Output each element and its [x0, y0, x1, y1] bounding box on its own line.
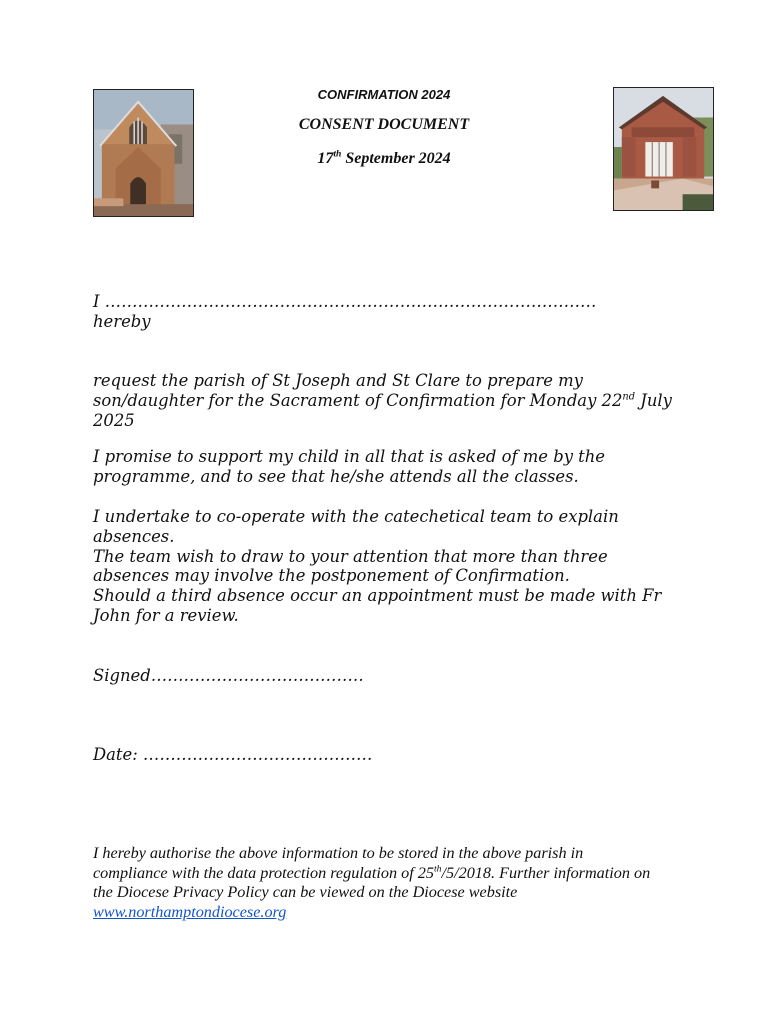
modern-church-image — [614, 88, 713, 210]
undertake-line-1: I undertake to co-operate with the catechetical team to explain absences. — [93, 507, 619, 546]
undertake-paragraph — [93, 507, 683, 626]
request-text: request the parish of St Joseph and St Clare to prepare my son/daughter for the Sacrament of Confirmation for Monday 22 — [93, 371, 623, 410]
hereby-text: hereby — [93, 312, 151, 331]
notice-text-1: I hereby authorise the above information to be stored in the above parish in compliance with the data protection regulation of 25 — [93, 844, 584, 882]
diocese-website-link[interactable]: www.northamptondiocese.org — [93, 902, 287, 921]
request-paragraph — [93, 371, 683, 430]
date-suffix: th — [333, 148, 342, 160]
church-photo-right — [613, 87, 714, 211]
request-date-end: July 2025 — [93, 390, 672, 430]
undertake-line-3: Should a third absence occur an appointment must be made with Fr John for a review. — [93, 586, 662, 625]
church-photo-left — [93, 89, 194, 217]
document-title: CONSENT DOCUMENT — [298, 116, 470, 133]
request-date-suffix: nd — [622, 391, 636, 403]
signature-line: Signed………………………………… — [93, 666, 364, 685]
promise-paragraph: I promise to support my child in all that is asked of me by the programme, and to see that he/she attends all the classes. — [93, 447, 606, 486]
date-month-year: September 2024 — [341, 150, 451, 167]
undertake-line-2: The team wish to draw to your attention that more than three absences may involve the postponement of Confirmation. — [93, 546, 608, 586]
date-day: 17 — [317, 150, 334, 167]
confirmation-year-heading: CONFIRMATION 2024 — [317, 87, 451, 102]
document-date — [234, 150, 534, 168]
notice-text-2: /5/2018. Further information on the Diocese Privacy Policy can be viewed on the Diocese website — [93, 863, 651, 902]
notice-date-suffix: th — [433, 863, 442, 875]
parent-name-line: I ……………………………………………………………………………… — [93, 292, 597, 311]
church-building-image — [94, 90, 193, 216]
date-line: Date: …………………………………… — [93, 745, 373, 764]
data-protection-notice — [93, 844, 658, 922]
